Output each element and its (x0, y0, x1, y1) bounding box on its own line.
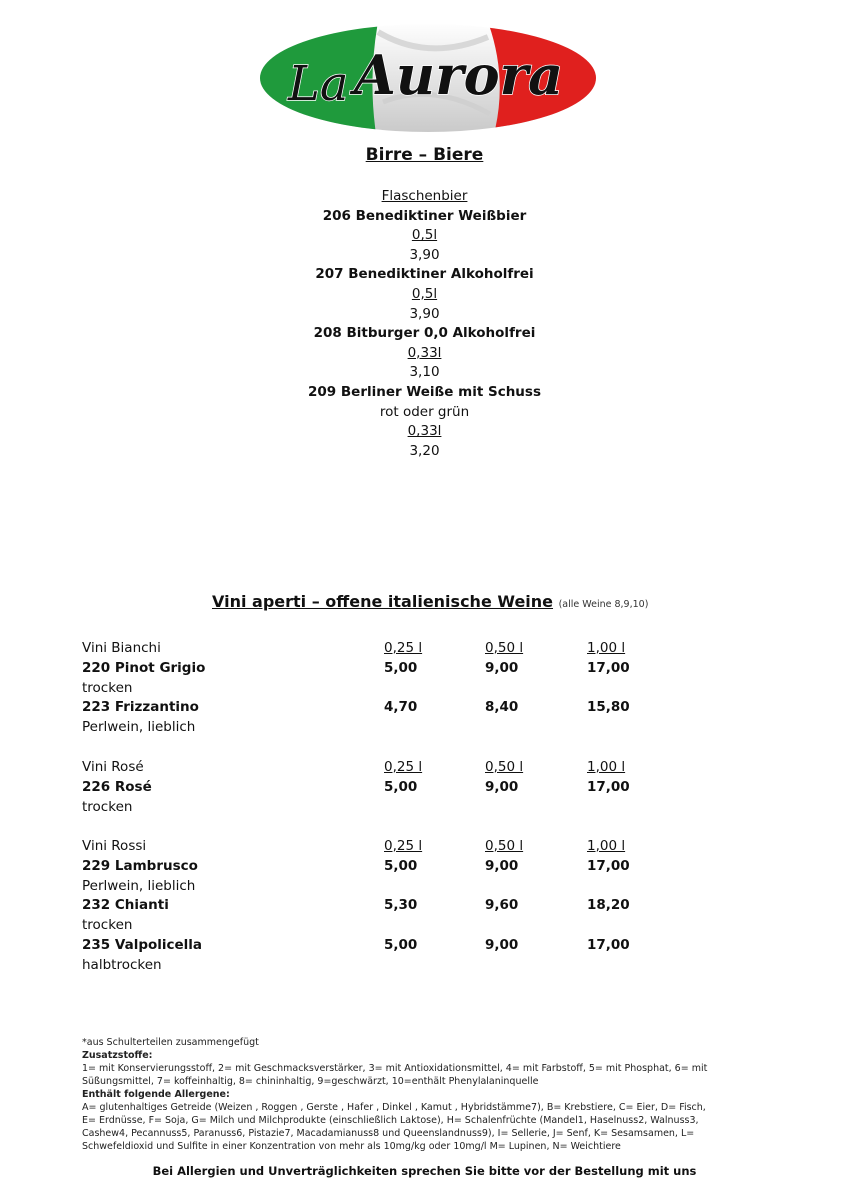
wine-price: 5,30 (384, 897, 418, 914)
wine-item-desc-row (82, 877, 642, 897)
wine-section-title (212, 592, 648, 611)
logo-graphic (258, 22, 598, 134)
size-header: 0,25 l (384, 838, 423, 854)
wine-price: 17,00 (587, 936, 630, 953)
wine-group-rossi (82, 837, 642, 976)
wine-price: 8,40 (485, 699, 519, 716)
logo-text-la: La (288, 56, 349, 112)
wine-group-bianchi (82, 639, 642, 738)
wine-item-name: 235 Valpolicella (82, 936, 203, 953)
wine-item-desc: Perlwein, lieblich (82, 719, 196, 736)
size-header: 0,50 l (485, 640, 524, 656)
wine-price: 15,80 (587, 699, 630, 716)
additives-text: 1= mit Konservierungsstoff, 2= mit Geschmacksverstärker, 3= mit Antioxidationsmittel, 4= mit Farbstoff, 5= mit Phosphat, 6= mit Süßungsmittel, 7= koffeinhaltig, 8= chininhaltig, 9=geschwärzt, 10=enthält Phenylalaninquelle (82, 1063, 708, 1087)
wine-group-header (82, 758, 642, 778)
wine-price: 5,00 (384, 857, 418, 874)
wine-item-name: 232 Chianti (82, 897, 169, 914)
wine-item-row (82, 778, 642, 798)
allergens-text: A= glutenhaltiges Getreide (Weizen , Roggen , Gerste , Hafer , Dinkel , Kamut , Hybridstämme7), B= Krebstiere, C= Eier, D= Fisch, E= Erdnüsse, F= Soja, G= Milch und Milchprodukte (einschließlich Laktose), H= Schalenfrüchte (Mandel1, Haselnuss2, Walnuss3, Cashew4, Pecannuss5, Paranuss6, Pistazie7, Macadamianuss8 und Queenslandnuss9), I= Sellerie, J= Senf, K= Sesamsamen, L= Schwefeldioxid und Sulfite in einer Konzentration von mehr als 10mg/kg oder 10mg/l M= Lupinen, N= Weichtiere (82, 1102, 706, 1152)
beer-item-size: 0,33l (407, 344, 442, 361)
wine-group-label: Vini Rosé (82, 759, 144, 775)
wine-item-desc: trocken (82, 917, 133, 934)
beer-section-title: Birre – Biere (365, 145, 484, 165)
wine-title-note: (alle Weine 8,9,10) (558, 599, 649, 610)
wine-price: 17,00 (587, 857, 630, 874)
beer-item-size: 0,5l (411, 285, 438, 302)
wine-price: 17,00 (587, 778, 630, 795)
footer-note: *aus Schulterteilen zusammengefügt (82, 1037, 259, 1048)
beer-item-note: rot oder grün (379, 403, 470, 420)
wine-price: 4,70 (384, 699, 418, 716)
wine-item-row (82, 896, 642, 916)
wine-group-header (82, 837, 642, 857)
wine-item-desc: trocken (82, 679, 133, 696)
beer-item-name: 207 Benediktiner Alkoholfrei (315, 266, 534, 283)
wine-price: 9,00 (485, 778, 519, 795)
beer-list (0, 187, 849, 461)
wine-item-name: 220 Pinot Grigio (82, 659, 206, 676)
wine-item-desc: Perlwein, lieblich (82, 877, 196, 894)
wine-item-row (82, 857, 642, 877)
footer-notes (82, 1036, 722, 1153)
beer-item-size: 0,5l (411, 227, 438, 244)
wine-group-label: Vini Bianchi (82, 640, 161, 656)
wine-title-text: Vini aperti – offene italienische Weine (212, 592, 554, 611)
size-header: 1,00 l (587, 759, 626, 775)
size-header: 0,50 l (485, 838, 524, 854)
beer-item-price: 3,20 (409, 442, 440, 459)
wine-item-desc-row (82, 718, 642, 738)
size-header: 0,25 l (384, 759, 423, 775)
beer-item-price: 3,10 (409, 364, 440, 381)
beer-item-name: 209 Berliner Weiße mit Schuss (308, 383, 541, 400)
wine-price: 5,00 (384, 659, 418, 676)
beer-subtitle: Flaschenbier (381, 188, 468, 204)
beer-item-size: 0,33l (407, 423, 442, 440)
wine-item-row (82, 936, 642, 956)
wine-price: 9,00 (485, 659, 519, 676)
wine-item-name: 226 Rosé (82, 778, 152, 795)
wine-item-desc: halbtrocken (82, 956, 162, 973)
wine-item-desc-row (82, 679, 642, 699)
wine-item-name: 223 Frizzantino (82, 699, 199, 716)
wine-price: 9,60 (485, 897, 519, 914)
wine-price: 5,00 (384, 936, 418, 953)
wine-item-desc: trocken (82, 798, 133, 815)
logo-text-aurora: Aurora (354, 43, 564, 107)
wine-price: 9,00 (485, 936, 519, 953)
size-header: 1,00 l (587, 640, 626, 656)
wine-item-desc-row (82, 798, 642, 818)
wine-item-row (82, 659, 642, 679)
size-header: 0,25 l (384, 640, 423, 656)
wine-price: 9,00 (485, 857, 519, 874)
wine-group-label: Vini Rossi (82, 838, 147, 854)
allergens-label: Enthält folgende Allergene: (82, 1089, 230, 1100)
beer-item-price: 3,90 (409, 246, 440, 263)
size-header: 1,00 l (587, 838, 626, 854)
wine-group-rose (82, 758, 642, 817)
wine-group-header (82, 639, 642, 659)
allergy-notice: Bei Allergien und Unverträglichkeiten sprechen Sie bitte vor der Bestellung mit uns (152, 1164, 697, 1178)
wine-price: 17,00 (587, 659, 630, 676)
wine-item-desc-row (82, 916, 642, 936)
wine-price: 18,20 (587, 897, 630, 914)
size-header: 0,50 l (485, 759, 524, 775)
beer-item-name: 208 Bitburger 0,0 Alkoholfrei (313, 325, 536, 342)
beer-item-price: 3,90 (409, 305, 440, 322)
additives-label: Zusatzstoffe: (82, 1050, 153, 1061)
wine-item-name: 229 Lambrusco (82, 857, 198, 874)
wine-item-row (82, 698, 642, 718)
restaurant-logo (258, 22, 598, 134)
wine-item-desc-row (82, 956, 642, 976)
wine-price: 5,00 (384, 778, 418, 795)
beer-item-name: 206 Benediktiner Weißbier (322, 207, 527, 224)
